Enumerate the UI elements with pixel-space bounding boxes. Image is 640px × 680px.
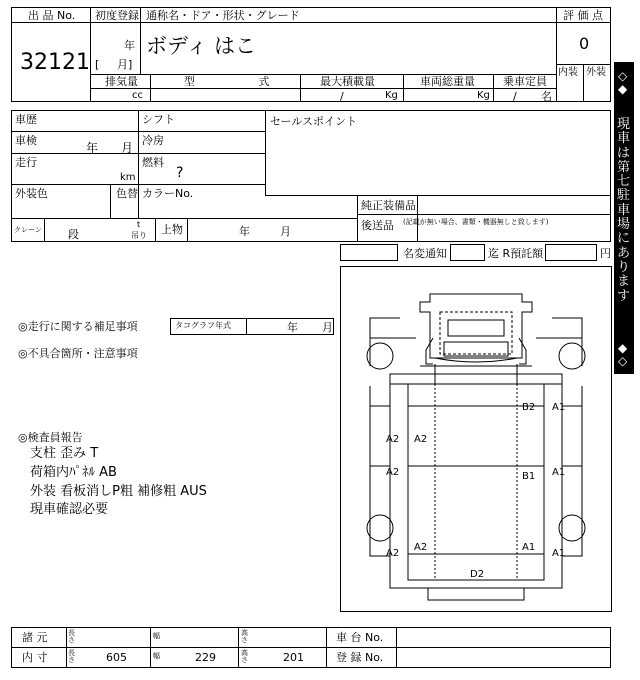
displacement-unit: cc [132, 90, 143, 101]
sales-point-label: セールスポイント [270, 115, 358, 128]
deposit-box [545, 244, 597, 261]
mark-b1: B1 [522, 471, 536, 482]
height-label-2: 高さ [241, 649, 248, 664]
car-name-label: 通称名・ドア・形状・グレード [146, 9, 300, 22]
mileage-label: 走行 [15, 156, 37, 169]
crane-stage-unit: 段 [68, 228, 79, 241]
score-value: 0 [579, 34, 590, 53]
fuel-label: 燃料 [142, 156, 164, 169]
inner-label: 内 寸 [22, 651, 48, 664]
length-label-1: 長さ [68, 629, 75, 644]
inspector-line-3: 外装 看板消しP粗 補修粗 AUS [30, 484, 207, 499]
tachograph-year: 年 [287, 321, 298, 334]
first-reg-month-label: 月] [117, 58, 133, 71]
tachograph-label: タコグラフ年式 [175, 321, 231, 330]
name-change-label: 名変通知 [403, 247, 447, 260]
height-label-1: 高さ [241, 629, 248, 644]
ext-color-label: 外装色 [15, 187, 48, 200]
mileage-unit: km [120, 172, 136, 183]
max-load-label: 最大積載量 [320, 75, 375, 88]
model-label: 型 式 [184, 75, 300, 88]
defects-title: ◎不具合箇所・注意事項 [18, 347, 138, 360]
crane-ton-unit: t [137, 220, 141, 229]
color-no-label: カラーNo. [142, 187, 194, 200]
mark-a2-l5: A2 [414, 542, 428, 553]
loading-year: 年 [239, 225, 250, 238]
lot-no: 32121 [20, 50, 90, 75]
lot-no-label: 出 品 No. [28, 9, 76, 22]
width-label-1: 幅 [153, 632, 160, 640]
exterior-label: 外装 [586, 67, 606, 78]
capacity-unit: 名 [541, 90, 552, 103]
mark-a1-r3: A1 [522, 542, 536, 553]
ac-label: 冷房 [142, 134, 164, 147]
post-delivery-label: 後送品 [361, 219, 394, 232]
name-change-box [340, 244, 398, 261]
yen-label: 円 [600, 247, 611, 260]
capacity-label: 乗車定員 [503, 75, 547, 88]
max-load-sep: / [340, 90, 344, 103]
driving-notes-title: ◎走行に関する補足事項 [18, 320, 138, 333]
crane-hang-label: 吊り [131, 231, 147, 240]
truck-diagram [340, 266, 612, 612]
history-label: 車歴 [15, 113, 37, 126]
gross-weight-unit: Kg [477, 90, 490, 101]
side-banner-text: 現車は第七駐車場にあります [617, 117, 631, 304]
score-label: 評 価 点 [563, 9, 603, 22]
length-label-2: 長さ [68, 649, 75, 664]
chassis-label: 車 台 No. [336, 631, 384, 644]
loading-label: 上物 [161, 223, 183, 236]
mark-d2: D2 [470, 569, 485, 580]
inner-length: 605 [106, 651, 127, 664]
inspector-line-2: 荷箱内ﾊﾟﾈﾙ AB [30, 465, 117, 480]
inspector-line-4: 現車確認必要 [30, 502, 109, 517]
side-banner-bottom: ◆◇ [618, 341, 628, 369]
inspector-title: ◎検査員報告 [18, 431, 83, 444]
inspection-month: 月 [121, 141, 134, 155]
displacement-label: 排気量 [105, 75, 138, 88]
tachograph-month: 月 [322, 321, 333, 334]
max-load-unit: Kg [385, 90, 398, 101]
color-change-label: 色替 [116, 187, 138, 200]
capacity-sep: / [513, 90, 517, 103]
interior-label: 内装 [558, 67, 578, 78]
post-delivery-note: (記載が無い場合、書類・機器無しと致します) [403, 218, 549, 226]
width-label-2: 幅 [153, 652, 160, 660]
mark-b2: B2 [522, 402, 536, 413]
mark-a2-l3: A2 [386, 467, 400, 478]
gross-weight-label: 車両総重量 [420, 75, 475, 88]
first-reg-label: 初度登録 [95, 9, 139, 22]
mark-a2-l1: A2 [386, 434, 400, 445]
genuine-parts-label: 純正装備品 [361, 199, 416, 212]
shift-label: シフト [142, 113, 175, 126]
deposit-label: 迄 R預託額 [488, 247, 544, 260]
mark-a2-l4: A2 [386, 548, 400, 559]
mark-a1-r2: A1 [552, 467, 566, 478]
crane-label: クレーン [14, 226, 42, 234]
first-reg-year-label: 年 [124, 39, 135, 52]
side-banner-top: ◇◆ [618, 69, 628, 97]
mark-a1-r1: A1 [552, 402, 566, 413]
inner-width: 229 [195, 651, 216, 664]
car-name: ボディ はこ [146, 34, 256, 58]
first-reg-month-bracket: [ [95, 58, 100, 71]
reg-label: 登 録 No. [336, 651, 384, 664]
inspector-line-1: 支柱 歪み T [30, 446, 99, 461]
specs-label: 諸 元 [22, 631, 48, 644]
mark-a2-l2: A2 [414, 434, 428, 445]
inspection-label: 車検 [15, 134, 37, 147]
fuel-value: ? [176, 165, 184, 181]
inner-height: 201 [283, 651, 304, 664]
loading-month: 月 [280, 225, 291, 238]
mark-a1-r4: A1 [552, 548, 566, 559]
name-change-date-box [450, 244, 485, 261]
inspection-year: 年 [86, 141, 99, 155]
